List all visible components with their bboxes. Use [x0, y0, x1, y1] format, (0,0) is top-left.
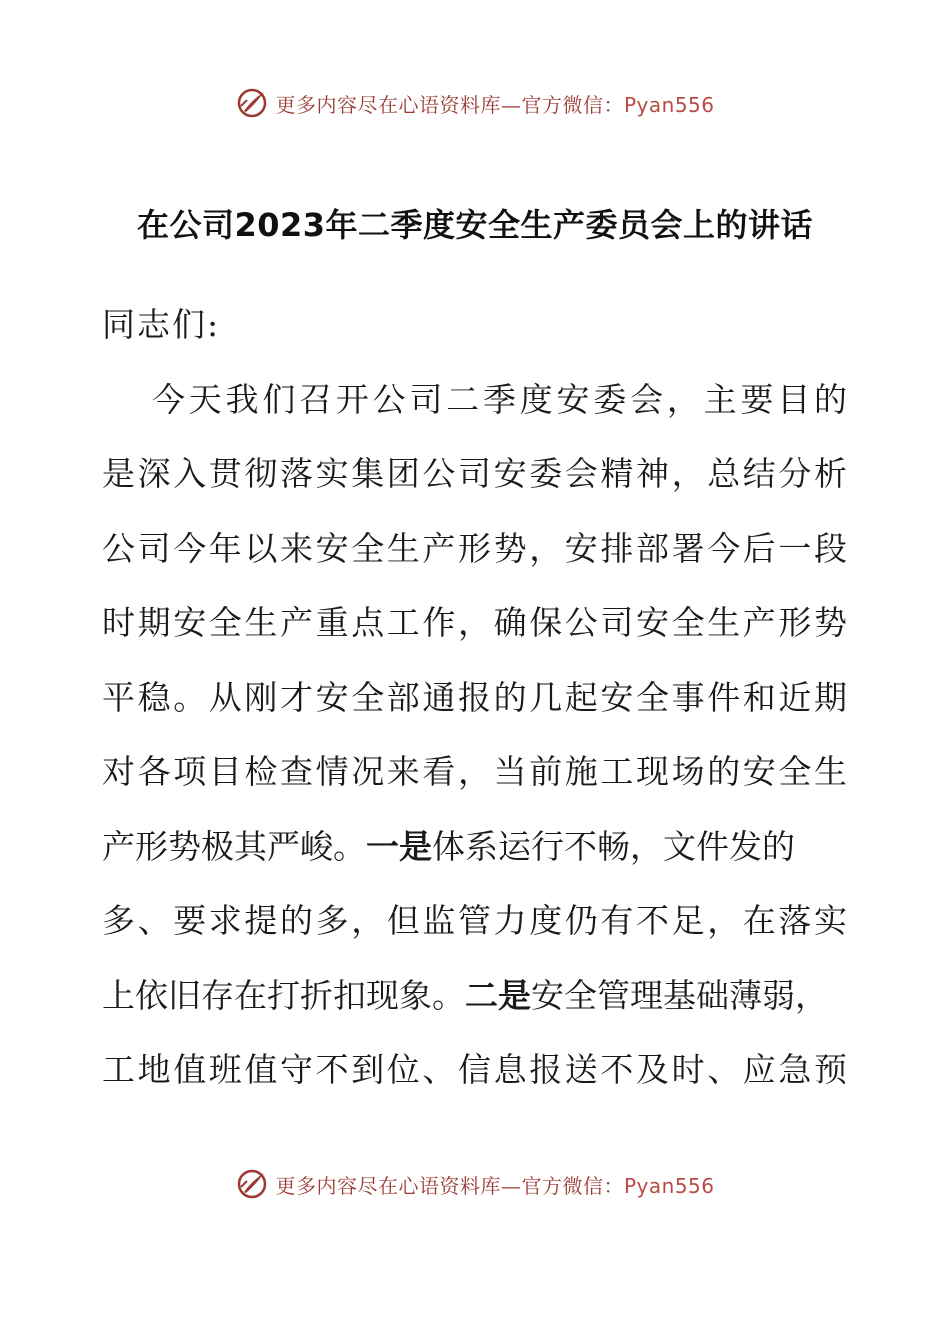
paragraph-line: 公司今年以来安全生产形势，安排部署今后一段 [102, 528, 850, 568]
watermark-wechat-id: Pyan556 [623, 92, 715, 117]
quill-logo-icon [235, 1167, 269, 1201]
watermark-text: 更多内容尽在心语资料库—官方微信：Pyan556 [275, 1173, 715, 1198]
paragraph-line: 时期安全生产重点工作，确保公司安全生产形势 [102, 603, 850, 642]
watermark-footer [0, 1164, 950, 1204]
paragraph-line: 今天我们召开公司二季度安委会，主要目的 [152, 379, 851, 419]
watermark-wechat-id: Pyan556 [623, 1173, 715, 1198]
paragraph-line: 多、要求提的多，但监管力度仍有不足，在落实 [102, 901, 850, 940]
watermark-text: 更多内容尽在心语资料库—官方微信：Pyan556 [275, 92, 715, 117]
quill-logo-icon [235, 86, 269, 120]
paragraph-line: 是深入贯彻落实集团公司安委会精神，总结分析 [102, 454, 850, 493]
emphasis-second: 二是 [465, 975, 531, 1015]
watermark-header [0, 83, 950, 123]
paragraph-line: 上依旧存在打折扣现象。 二是 安全管理基础薄弱， [102, 959, 847, 1034]
document-body [102, 288, 851, 1108]
emphasis-first: 一是 [366, 826, 432, 866]
paragraph-line: 产形势极其严峻。 一是 体系运行不畅，文件发的 [102, 810, 847, 885]
paragraph-line: 对各项目检查情况来看，当前施工现场的安全生 [102, 752, 850, 791]
paragraph-line: 工地值班值守不到位、信息报送不及时、应急预 [102, 1050, 850, 1089]
salutation: 同志们: [102, 305, 221, 344]
document-title: 在公司2023年二季度安全生产委员会上的讲话 [136, 206, 814, 244]
paragraph-line: 平稳。从刚才安全部通报的几起安全事件和近期 [102, 677, 850, 717]
